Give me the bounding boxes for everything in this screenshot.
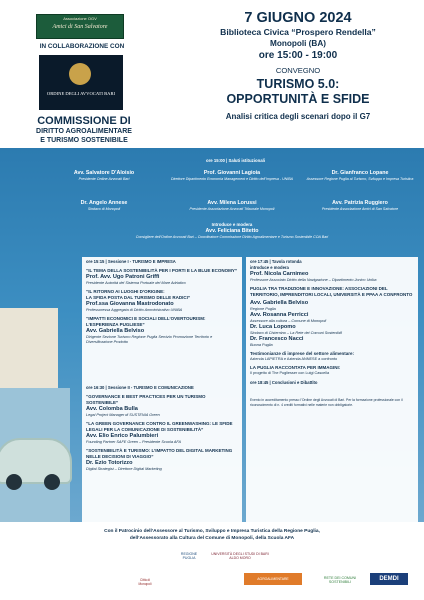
speaker (40, 170, 168, 182)
speaker-name: Prof. Giovanni Lagioia (203, 170, 261, 176)
closing-tag: ore 18:45 | Conclusioni e Dibattito (250, 380, 318, 385)
session-tag: ore 16:30 | Sessione II - TURISMO E COMUNICAZIONE (86, 385, 194, 390)
event-subtitle: Analisi critica degli scenari dopo il G7 (225, 112, 371, 121)
speaker-name: Avv. Gabriella Belviso (250, 300, 309, 306)
association-name: Amici di San Salvatore (52, 24, 108, 30)
uniba-logo-text: UNIVERSITÀ DEGLI STUDI DI BARI ALDO MORO (211, 552, 269, 560)
commissione-line2: DIRITTO AGROALIMENTARE (36, 128, 132, 135)
speaker-role: Presidente Autorità del Sistema Portuale del Mare Adriatico (86, 281, 186, 285)
talk-title: LA SFIDA POSTA DAL TURISMO DELLE RADICI” (86, 295, 191, 300)
round-table-panel (246, 257, 418, 522)
speaker-name: Prof. Nicola Carnimeo (250, 271, 309, 277)
speaker-role: Dirigente Sezione Turismo Regione Puglia Servizio Promozione Territorio e Diversificazione Prodotto (86, 335, 213, 344)
speaker (296, 200, 424, 212)
speaker (168, 170, 296, 182)
commissione-title (4, 115, 164, 145)
event-date: 7 GIUGNO 2024 (244, 10, 352, 26)
speaker (296, 170, 424, 182)
speaker-name: Dr. Ezio Totorizzo (86, 460, 133, 466)
speaker-name: Dr. Luca Lopomo (250, 324, 296, 330)
speaker-name: Avv. Patrizia Ruggiero (332, 200, 388, 206)
regione-logo-text: REGIONE PUGLIA (180, 552, 198, 560)
speaker-name: Avv. Elio Enrico Palumbieri (86, 433, 159, 439)
round-table-title: PUGLIA TRA TRADIZIONE E INNOVAZIONE: ASSOCIAZIONI DEL TERRITORIO, IMPRENDITORI LOCALI, UNIVERSITÀ E PPAA A CONFRONTO (250, 286, 413, 297)
talk-title: “SOSTENIBILITÀ E TURISMO: L’IMPATTO DEL DIGITAL MARKETING NELLE DECISIONI DI VIAGGIO” (86, 448, 233, 459)
speaker-role: Sindaco di Cisternino – La Rete dei Comuni Sostenibili (250, 331, 343, 335)
speaker-name: Avv. Colomba Bulla (86, 406, 138, 412)
speaker-name: Avv. Rosanna Perricci (250, 312, 309, 318)
agroalimentare-logo (244, 573, 302, 585)
photo-story-body: Il progetto di The Pugliesser con Luigi Cascella (250, 371, 330, 375)
ordine-avvocati-logo (39, 55, 123, 110)
moderator-block (40, 222, 424, 239)
session1-block (86, 259, 238, 345)
speaker (40, 200, 168, 212)
speaker-role: Presidente Associazione Amici di San Salvatore (321, 207, 399, 211)
event-title-line1: TURISMO 5.0: (256, 77, 340, 91)
sessions-panel (82, 257, 242, 522)
talk-title: “IMPATTI ECONOMICI E SOCIALI DELL’OVERTOURISM: L’ESPERIENZA PUGLIESE” (86, 316, 206, 327)
talk-title: “IL TEMA DELLA SOSTENIBILITÀ PER I PORTI E LA BLUE ECONOMY” (86, 268, 238, 273)
talk-title: “GOVERNANCE E BEST PRACTICES PER UN TURISMO SOSTENIBILE” (86, 394, 206, 405)
speaker-role: Presidente Ordine Avvocati Bari (78, 177, 130, 181)
session-tag: ore 15:15 | Sessione I - TURISMO E IMPRESA (86, 259, 176, 264)
illustration-wheel (44, 474, 60, 490)
event-venue: Biblioteca Civica “Prospero Rendella” (220, 27, 376, 37)
speaker-name: Prof. Avv. Ugo Patroni Griffi (86, 274, 160, 280)
speaker-role: Professoressa Aggregata di Diritto Amministrativo UNIBA (86, 308, 183, 312)
round-table-block (250, 259, 414, 407)
speaker-role: Digital Strategist – Direttore Digital Marketing (86, 467, 162, 471)
event-title-line2: OPPORTUNITÀ E SFIDE (226, 92, 370, 106)
testimony-title: Testimonianze di imprese del settore alimentare: (250, 351, 354, 356)
speaker-role: Buona Puglia (250, 343, 273, 347)
speaker-role: Legal Project Manager di SUSTENIA Green (86, 413, 160, 417)
testimony-body: Azienda LAPIETRA e Azienda ANNESE a confronto (250, 357, 338, 361)
commissione-line3: E TURISMO SOSTENIBILE (40, 137, 128, 144)
event-time: ore 15:00 - 19:00 (258, 50, 338, 61)
speaker-name: Avv. Milena Lorussi (207, 200, 257, 206)
speaker-role: Assessore Regione Puglia al Turismo, Sviluppo e Impresa Turistica (306, 177, 414, 181)
speaker-role: Presidente Associazione Avvocati Tribunale Monopoli (189, 207, 275, 211)
illustration-wheel (6, 474, 22, 490)
agroalimentare-logo-text: AGROALIMENTARE (257, 577, 289, 581)
session2-block (86, 385, 238, 472)
patronage-line1: Con il Patrocinio dell’Assessore al Turismo, Sviluppo e Impresa Turistica della Regione Puglia, (104, 529, 320, 534)
speaker (168, 200, 296, 212)
uniba-logo (210, 546, 270, 566)
speaker-name: Dr. Angelo Annese (80, 200, 128, 206)
speaker-name: Prof.ssa Giovanna Mastrodonato (86, 301, 174, 307)
speaker-role: Founding Partner SAFE Green – Presidente Scuola AFA (86, 440, 181, 444)
speaker-role: Professore Associato Diritto della Navigazione – Dipartimento Jonico Uniba (250, 278, 377, 282)
accreditation-note: Evento in accreditamento presso l’Ordine degli Avvocati di Bari. Per la formazione professionale con il riconoscimento di n. 4 crediti formativi nelle materie non obbligatorie. (250, 398, 403, 407)
ordine-seal-icon (69, 63, 91, 85)
speaker-name: Avv. Salvatore D’Aloisio (73, 170, 135, 176)
demdi-logo-text: DEMDI (379, 576, 399, 582)
association-line: Associazione OGV (63, 16, 97, 21)
greetings-tag: ore 15:00 | Saluti istituzionali (206, 158, 265, 163)
talk-title: “LA GREEN GOVERNANCE CONTRO IL GREENWASHING: LE SFIDE LEGALI PER LA COMUNICAZIONE DI SOSTENIBILITÀ” (86, 421, 233, 432)
patronage-line2: dell’Assessorato alla Cultura del Comune di Monopoli, della Scuola AFA (129, 536, 295, 541)
monopoli-logo (134, 572, 156, 592)
speaker-role: Sindaco di Monopoli (87, 207, 121, 211)
speaker-role: Regione Puglia (250, 307, 276, 311)
talk-title: “IL RITORNO AI LUOGHI D’ORIGINE: (86, 289, 165, 294)
association-logo (36, 14, 124, 39)
speaker-role: Assessore alla cultura – Comune di Monopoli (250, 319, 327, 323)
event-header (172, 10, 424, 122)
commissione-line1: COMMISSIONE DI (37, 115, 131, 127)
demdi-logo (370, 573, 408, 585)
event-city: Monopoli (BA) (270, 39, 326, 48)
photo-story-title: LA PUGLIA RACCONTATA PER IMMAGINI: (250, 365, 341, 370)
speaker-name: Dr. Gianfranco Lopane (331, 170, 389, 176)
session-tag: ore 17:45 | Tavola rotonda (250, 259, 302, 264)
moderator-role: Consigliere dell’Ordine Avvocati Bari – Coordinatore Commissione Diritto Agroalimentare e Turismo Sostenibile COA Bari (135, 235, 329, 239)
collaboration-label: IN COLLABORAZIONE CON (39, 43, 125, 50)
speaker-role: Direttore Dipartimento Economia Management e Diritto dell’Impresa - UNIBA (170, 177, 294, 181)
moderator-tag: Introduce e modera (211, 222, 253, 227)
rete-logo-text: RETE DEI COMUNI SOSTENIBILI (323, 576, 357, 584)
session-subtag: introduce e modera (250, 265, 289, 270)
moderator-name: Avv. Feliciana Bitetto (205, 228, 259, 234)
rete-comuni-logo (315, 572, 365, 588)
monopoli-logo-text: Città di Monopoli (138, 578, 152, 586)
speaker-name: Dr. Francesco Nacci (250, 336, 304, 342)
ordine-logo-text: ORDINE DEGLI AVVOCATI BARI (46, 91, 116, 96)
speaker-name: Avv. Gabriella Belviso (86, 328, 145, 334)
patronage-text (20, 528, 404, 542)
event-type: CONVEGNO (275, 66, 321, 75)
regione-puglia-logo (176, 546, 202, 566)
